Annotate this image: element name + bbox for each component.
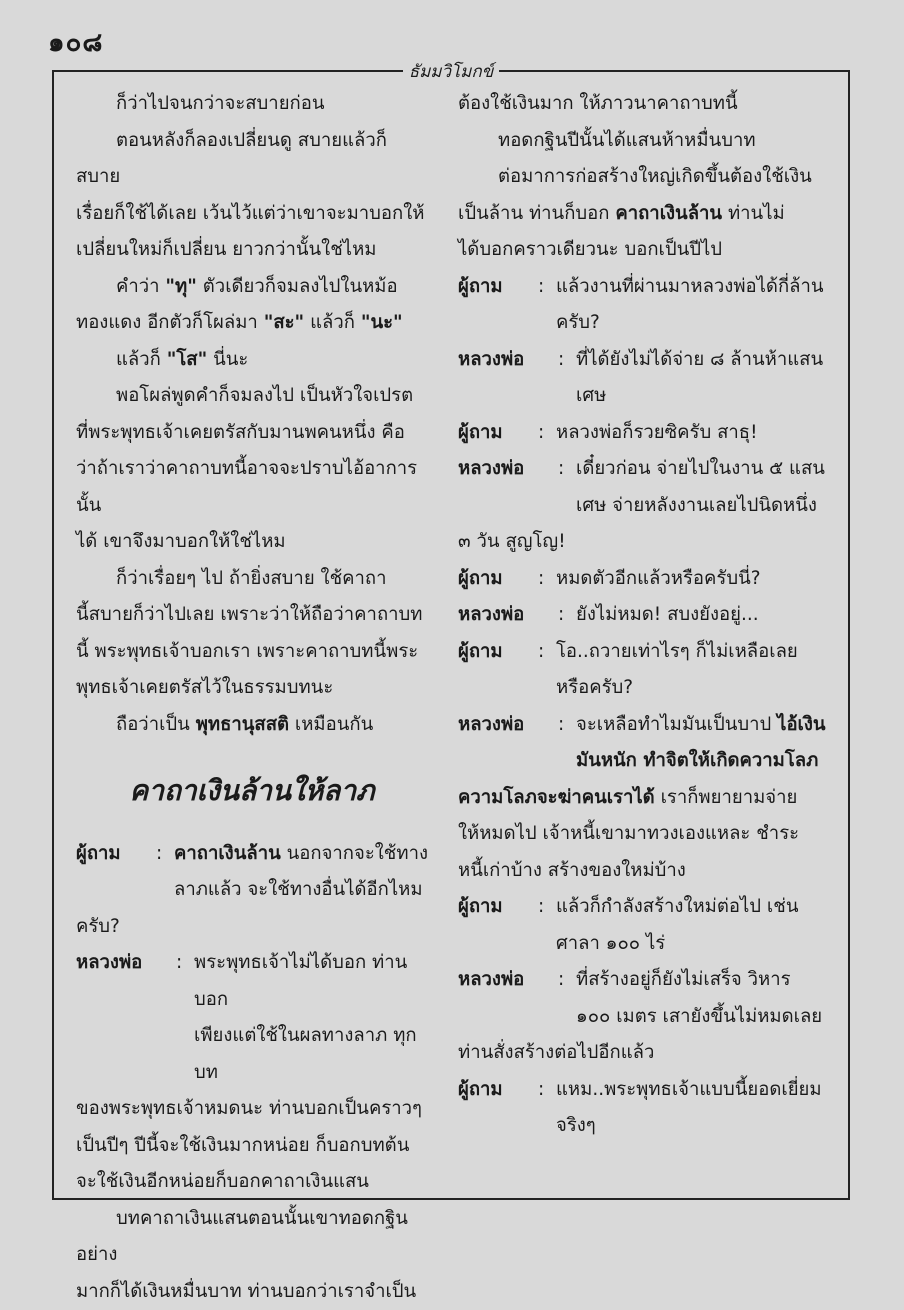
paragraph: ความโลภจะฆ่าคนเราได้ เราก็พยายามจ่าย: [458, 780, 830, 817]
dialogue-question: ผู้ถาม : โอ..ถวายเท่าไรๆ ก็ไม่เหลือเลยหรือครับ?: [458, 634, 830, 707]
dialogue-answer: หลวงพ่อ : ยังไม่หมด! สบงยังอยู่...: [458, 597, 830, 634]
dialogue-question: ผู้ถาม : แหม..พระพุทธเจ้าแบบนี้ยอดเยี่ยมจริงๆ: [458, 1072, 830, 1145]
dialogue-answer: หลวงพ่อ : เดี๋ยวก่อน จ่ายไปในงาน ๕ แสน เศษ จ่ายหลังงานเลยไปนิดหนึ่ง: [458, 451, 830, 524]
content-frame: [52, 70, 850, 1200]
speaker-label: ผู้ถาม: [458, 561, 538, 598]
section-heading: คาถาเงินล้านให้ลาภ: [76, 773, 428, 810]
paragraph: ของพระพุทธเจ้าหมดนะ ท่านบอกเป็นคราวๆ: [76, 1091, 428, 1128]
paragraph: ก็ว่าไปจนกว่าจะสบายก่อน: [76, 86, 428, 123]
speaker-label: ผู้ถาม: [458, 889, 538, 962]
paragraph: ถือว่าเป็น พุทธานุสสติ เหมือนกัน: [76, 707, 428, 744]
running-title: ธัมมวิโมกข์: [403, 62, 500, 82]
speaker-label: หลวงพ่อ: [458, 342, 558, 415]
speaker-label: หลวงพ่อ: [458, 707, 558, 780]
speaker-label: หลวงพ่อ: [458, 962, 558, 1035]
speaker-label: ผู้ถาม: [458, 1072, 538, 1145]
speaker-label: หลวงพ่อ: [458, 451, 558, 524]
paragraph: ทอดกฐินปีนั้นได้แสนห้าหมื่นบาท: [458, 123, 830, 160]
running-header: [54, 58, 848, 85]
speaker-label: หลวงพ่อ: [76, 945, 176, 1091]
paragraph: หนี้เก่าบ้าง สร้างของใหม่บ้าง: [458, 853, 830, 890]
paragraph: พุทธเจ้าเคยตรัสไว้ในธรรมบทนะ: [76, 670, 428, 707]
paragraph: ให้หมดไป เจ้าหนี้เขามาทวงเองแหละ ชำระ: [458, 816, 830, 853]
paragraph: นี้ พระพุทธเจ้าบอกเรา เพราะคาถาบทนี้พระ: [76, 634, 428, 671]
dialogue-answer: หลวงพ่อ : ที่ได้ยังไม่ได้จ่าย ๘ ล้านห้าแสนเศษ: [458, 342, 830, 415]
paragraph: เปลี่ยนใหม่ก็เปลี่ยน ยาวกว่านั้นใช่ไหม: [76, 232, 428, 269]
paragraph: ท่านสั่งสร้างต่อไปอีกแล้ว: [458, 1035, 830, 1072]
paragraph: มากก็ได้เงินหมื่นบาท ท่านบอกว่าเราจำเป็น: [76, 1274, 428, 1310]
paragraph: ที่พระพุทธเจ้าเคยตรัสกับมานพคนหนึ่ง คือ: [76, 415, 428, 452]
dialogue-question: ผู้ถาม : หลวงพ่อก็รวยซิครับ สาธุ!: [458, 415, 830, 452]
paragraph: ๓ วัน สูญโญ!: [458, 524, 830, 561]
paragraph: นี้สบายก็ว่าไปเลย เพราะว่าให้ถือว่าคาถาบท: [76, 597, 428, 634]
paragraph: เรื่อยก็ใช้ได้เลย เว้นไว้แต่ว่าเขาจะมาบอกให้: [76, 196, 428, 233]
speaker-label: ผู้ถาม: [458, 269, 538, 342]
paragraph: ทองแดง อีกตัวก็โผล่มา "สะ" แล้วก็ "นะ": [76, 305, 428, 342]
paragraph: จะใช้เงินอีกหน่อยก็บอกคาถาเงินแสน: [76, 1164, 428, 1201]
paragraph: ก็ว่าเรื่อยๆ ไป ถ้ายิ่งสบาย ใช้คาถา: [76, 561, 428, 598]
speaker-label: ผู้ถาม: [458, 634, 538, 707]
paragraph: ว่าถ้าเราว่าคาถาบทนี้อาจจะปราบไอ้อาการนั้น: [76, 451, 428, 524]
paragraph: คำว่า "ทุ" ตัวเดียวก็จมลงไปในหม้อ: [76, 269, 428, 306]
dialogue-question: ผู้ถาม : แล้วงานที่ผ่านมาหลวงพ่อได้กี่ล้านครับ?: [458, 269, 830, 342]
dialogue-question: ผู้ถาม : หมดตัวอีกแล้วหรือครับนี่?: [458, 561, 830, 598]
dialogue-answer: หลวงพ่อ : จะเหลือทำไมมันเป็นบาป ไอ้เงิน มันหนัก ทำจิตให้เกิดความโลภ: [458, 707, 830, 780]
speaker-label: ผู้ถาม: [458, 415, 538, 452]
dialogue-answer: หลวงพ่อ : ที่สร้างอยู่ก็ยังไม่เสร็จ วิหาร ๑๐๐ เมตร เสายังขึ้นไม่หมดเลย: [458, 962, 830, 1035]
paragraph: ครับ?: [76, 909, 428, 946]
paragraph: ได้บอกคราวเดียวนะ บอกเป็นปีไป: [458, 232, 830, 269]
paragraph: แล้วก็ "โส" นี่นะ: [76, 342, 428, 379]
speaker-label: หลวงพ่อ: [458, 597, 558, 634]
paragraph: เป็นล้าน ท่านก็บอก คาถาเงินล้าน ท่านไม่: [458, 196, 830, 233]
page-number: ๑๐๘: [48, 22, 103, 63]
left-column: [76, 86, 428, 1310]
paragraph: พอโผล่พูดคำก็จมลงไป เป็นหัวใจเปรต: [76, 378, 428, 415]
dialogue-question: ผู้ถาม : คาถาเงินล้าน นอกจากจะใช้ทาง ลาภแล้ว จะใช้ทางอื่นได้อีกไหม: [76, 836, 428, 909]
paragraph: ได้ เขาจึงมาบอกให้ใช่ไหม: [76, 524, 428, 561]
paragraph: ต้องใช้เงินมาก ให้ภาวนาคาถาบทนี้: [458, 86, 830, 123]
paragraph: ตอนหลังก็ลองเปลี่ยนดู สบายแล้วก็สบาย: [76, 123, 428, 196]
dialogue-answer: หลวงพ่อ : พระพุทธเจ้าไม่ได้บอก ท่านบอก เพียงแต่ใช้ในผลทางลาภ ทุกบท: [76, 945, 428, 1091]
dialogue-question: ผู้ถาม : แล้วก็กำลังสร้างใหม่ต่อไป เช่นศาลา ๑๐๐ ไร่: [458, 889, 830, 962]
paragraph: บทคาถาเงินแสนตอนนั้นเขาทอดกฐิน อย่าง: [76, 1201, 428, 1274]
right-column: [458, 86, 830, 1145]
paragraph: เป็นปีๆ ปีนี้จะใช้เงินมากหน่อย ก็บอกบทต้น: [76, 1128, 428, 1165]
paragraph: ต่อมาการก่อสร้างใหญ่เกิดขึ้นต้องใช้เงิน: [458, 159, 830, 196]
speaker-label: ผู้ถาม: [76, 836, 156, 909]
